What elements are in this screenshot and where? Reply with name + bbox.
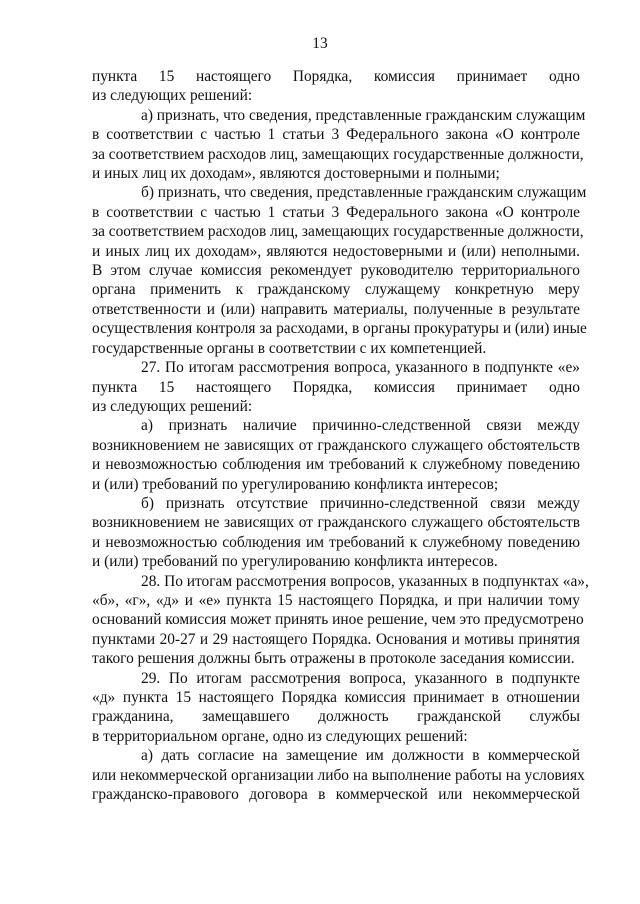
text-line: гражданина, замещавшего должность гражданской службы	[92, 708, 580, 726]
paragraph	[92, 183, 587, 358]
text-line: или некоммерческой организации либо на выполнение работы на условиях	[92, 766, 585, 784]
paragraph	[92, 572, 589, 669]
text-line: ответственности и (или) направить материалы, полученные в результате	[92, 300, 580, 318]
paragraph	[92, 746, 585, 804]
paragraph	[92, 106, 586, 184]
text-line: а) признать наличие причинно-следственной связи между	[141, 417, 580, 435]
text-line: и невозможностью соблюдения им требований к служебному поведению	[92, 533, 580, 551]
text-line: В этом случае комиссия рекомендует руководителю территориального	[92, 262, 580, 280]
text-line: за соответствием расходов лиц, замещающих государственные должности,	[92, 223, 584, 241]
text-line: и невозможностью соблюдения им требований к служебному поведению	[92, 456, 580, 474]
text-line: 27. По итогам рассмотрения вопроса, указанного в подпункте «е»	[141, 359, 580, 377]
text-line: «б», «г», «д» и «е» пункта 15 настоящего Порядка, и при наличии тому	[92, 591, 580, 609]
paragraph	[92, 67, 580, 106]
text-line: возникновением не зависящих от гражданского служащего обстоятельств	[92, 514, 580, 532]
text-line: возникновением не зависящих от гражданского служащего обстоятельств	[92, 436, 580, 454]
paragraph	[92, 669, 580, 747]
text-line: в соответствии с частью 1 статьи 3 Федерального закона «О контроле	[92, 203, 580, 221]
paragraph	[92, 416, 580, 494]
document-body	[92, 67, 589, 804]
text-line: пункта 15 настоящего Порядка, комиссия принимает одно	[92, 68, 580, 85]
text-line: б) признать, что сведения, представленные гражданским служащим	[141, 184, 587, 202]
text-line: 29. По итогам рассмотрения вопроса, указанного в подпункте	[141, 669, 580, 687]
paragraph	[92, 494, 580, 572]
text-line: оснований комиссия может принять иное решение, чем это предусмотрено	[92, 611, 584, 629]
text-line: пункта 15 настоящего Порядка, комиссия принимает одно	[92, 378, 580, 396]
text-line: в территориальном органе, одно из следующих решений:	[92, 727, 468, 745]
text-line: и иных лиц их доходам», являются недостоверными и (или) неполными.	[92, 242, 580, 260]
text-line: и иных лиц их доходам», являются достоверными и полными;	[92, 165, 500, 183]
text-line: «д» пункта 15 настоящего Порядка комиссия принимает в отношении	[92, 689, 580, 706]
text-line: в соответствии с частью 1 статьи 3 Федерального закона «О контроле	[92, 126, 580, 144]
text-line: из следующих решений:	[92, 87, 253, 105]
text-line: и (или) требований по урегулированию конфликта интересов.	[92, 553, 498, 571]
paragraph	[92, 358, 580, 416]
text-line: из следующих решений:	[92, 397, 253, 415]
text-line: органа применить к гражданскому служащему конкретную меру	[92, 281, 580, 299]
text-line: а) признать, что сведения, представленные гражданским служащим	[141, 106, 586, 124]
text-line: такого решения должны быть отражены в протоколе заседания комиссии.	[92, 650, 575, 668]
text-line: за соответствием расходов лиц, замещающих государственные должности,	[92, 145, 584, 163]
text-line: б) признать отсутствие причинно-следственной связи между	[141, 494, 580, 512]
text-line: государственные органы в соответствии с их компетенцией.	[92, 339, 487, 357]
text-line: осуществления контроля за расходами, в органы прокуратуры и (или) иные	[92, 320, 587, 338]
page-number: 13	[312, 35, 328, 52]
text-line: и (или) требований по урегулированию конфликта интересов;	[92, 475, 499, 493]
text-line: 28. По итогам рассмотрения вопросов, указанных в подпунктах «а»,	[141, 572, 589, 590]
text-line: а) дать согласие на замещение им должности в коммерческой	[141, 747, 580, 765]
text-line: гражданско-правового договора в коммерческой или некоммерческой	[92, 786, 580, 804]
text-line: пунктами 20-27 и 29 настоящего Порядка. Основания и мотивы принятия	[92, 630, 580, 648]
